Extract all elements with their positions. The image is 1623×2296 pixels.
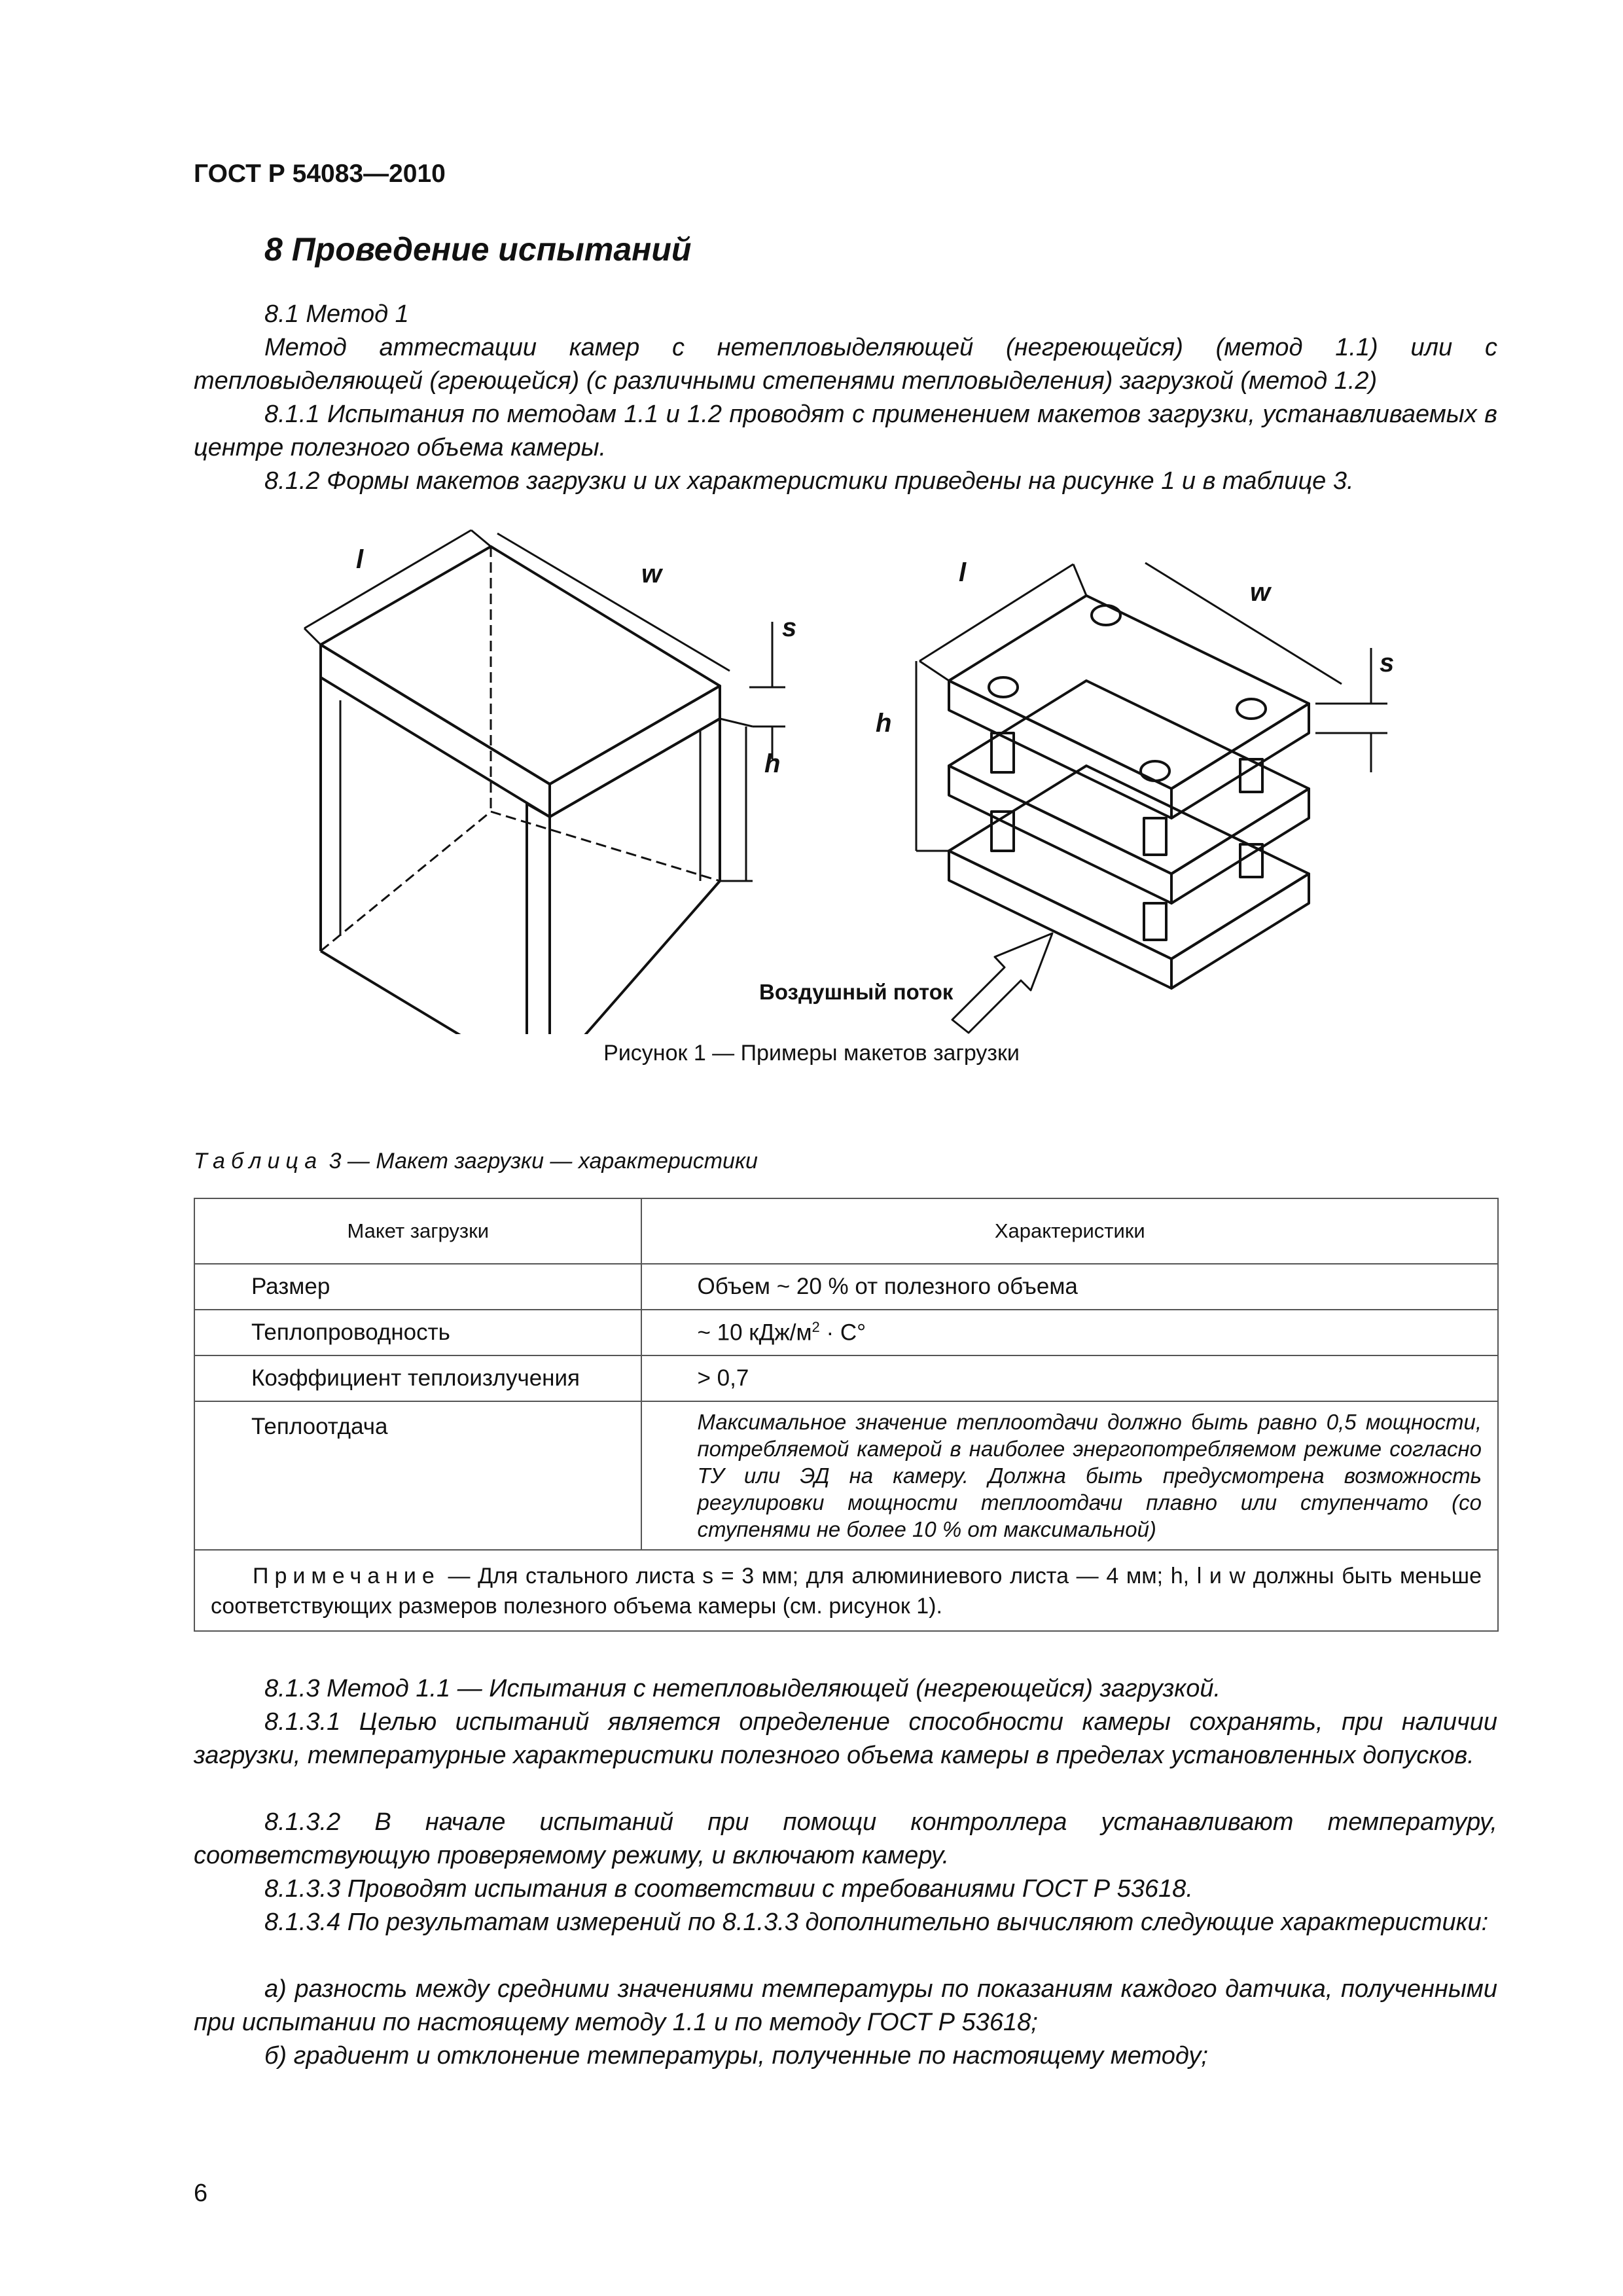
table-cell: Размер [194, 1264, 641, 1310]
paragraph: 8.1.3.1 Целью испытаний является определение способности камеры сохранять, при наличии загрузки, температурные характеристики полезного объема камеры в пределах установленных допусков. [194, 1708, 1497, 1769]
table-row [194, 1310, 1498, 1355]
box-model-drawing [304, 530, 785, 1034]
load-models-figure [0, 511, 1623, 1034]
paragraph: 8.1.3 Метод 1.1 — Испытания с нетепловыделяющей (негреющейся) загрузкой. [264, 1675, 1221, 1702]
airflow-label: Воздушный поток [759, 980, 954, 1004]
table-cell: ~ 10 кДж/$м^2 \cdot C^\circ$ [641, 1310, 1498, 1355]
dimension-label-s: s [782, 613, 797, 642]
table-note-row [194, 1550, 1498, 1631]
table-cell: > 0,7 [641, 1355, 1498, 1401]
table-header-cell: Характеристики [641, 1198, 1498, 1264]
dimension-label-h: h [876, 709, 892, 738]
table-header-cell: Макет загрузки [194, 1198, 641, 1264]
figure-caption: Рисунок 1 — Примеры макетов загрузки [603, 1041, 1020, 1066]
table-header-row [194, 1198, 1498, 1264]
table-cell: Теплоотдача [194, 1401, 641, 1550]
table-caption: Таблица 3 — Макет загрузки — характеристики [194, 1149, 758, 1174]
page-number: 6 [194, 2179, 208, 2207]
dimension-label-w: w [641, 560, 662, 588]
plate-model-drawing [916, 563, 1387, 1033]
table-row [194, 1355, 1498, 1401]
table-cell: Объем ~ 20 % от полезного объема [641, 1264, 1498, 1310]
paragraph: б) градиент и отклонение температуры, полученные по настоящему методу; [264, 2042, 1208, 2070]
paragraph: Метод аттестации камер с нетепловыделяющей (негреющейся) (метод 1.1) или с тепловыделяющей (греющейся) (с различными степенями тепловыделения) загрузкой (метод 1.2) [194, 334, 1497, 395]
dimension-label-w: w [1250, 578, 1271, 607]
document-header: ГОСТ Р 54083—2010 [194, 160, 446, 188]
paragraph: 8.1.2 Формы макетов загрузки и их характеристики приведены на рисунке 1 и в таблице 3. [264, 467, 1354, 495]
table-row [194, 1401, 1498, 1550]
paragraph: 8.1 Метод 1 [264, 300, 409, 328]
table-cell: Коэффициент теплоизлучения [194, 1355, 641, 1401]
dimension-label-l: l [959, 558, 967, 587]
paragraph: 8.1.3.3 Проводят испытания в соответствии с требованиями ГОСТ Р 53618. [264, 1875, 1193, 1903]
dimension-label-h: h [764, 749, 781, 778]
section-title: 8 Проведение испытаний [264, 231, 692, 268]
table-cell: Максимальное значение теплоотдачи должно быть равно 0,5 мощности, потребляемой камерой в наиболее энергопотребляемом режиме согласно ТУ или ЭД на камеру. Должна быть предусмотрена возможность регулировки мощности теплоотдачи плавно или ступенчато (со ступенями не более 10 % от максимальной) [641, 1401, 1498, 1550]
table-row [194, 1264, 1498, 1310]
dimension-label-s: s [1380, 649, 1395, 677]
paragraph: 8.1.3.2 В начале испытаний при помощи контроллера устанавливают температуру, соответствующую проверяемому режиму, и включают камеру. [194, 1808, 1497, 1869]
paragraph: 8.1.1 Испытания по методам 1.1 и 1.2 проводят с применением макетов загрузки, устанавливаемых в центре полезного объема камеры. [194, 401, 1497, 461]
characteristics-table [194, 1198, 1499, 1632]
dimension-label-l: l [356, 545, 364, 574]
paragraph: а) разность между средними значениями температуры по показаниям каждого датчика, полученными при испытании по настоящему методу 1.1 и по методу ГОСТ Р 53618; [194, 1975, 1497, 2036]
table-cell: Теплопроводность [194, 1310, 641, 1355]
table-note: Примечание — Для стального листа s = 3 мм; для алюминиевого листа — 4 мм; h, l и w должны быть меньше соответствующих размеров полезного объема камеры (см. рисунок 1). [194, 1550, 1498, 1631]
paragraph: 8.1.3.4 По результатам измерений по 8.1.3.3 дополнительно вычисляют следующие характеристики: [264, 1909, 1489, 1936]
